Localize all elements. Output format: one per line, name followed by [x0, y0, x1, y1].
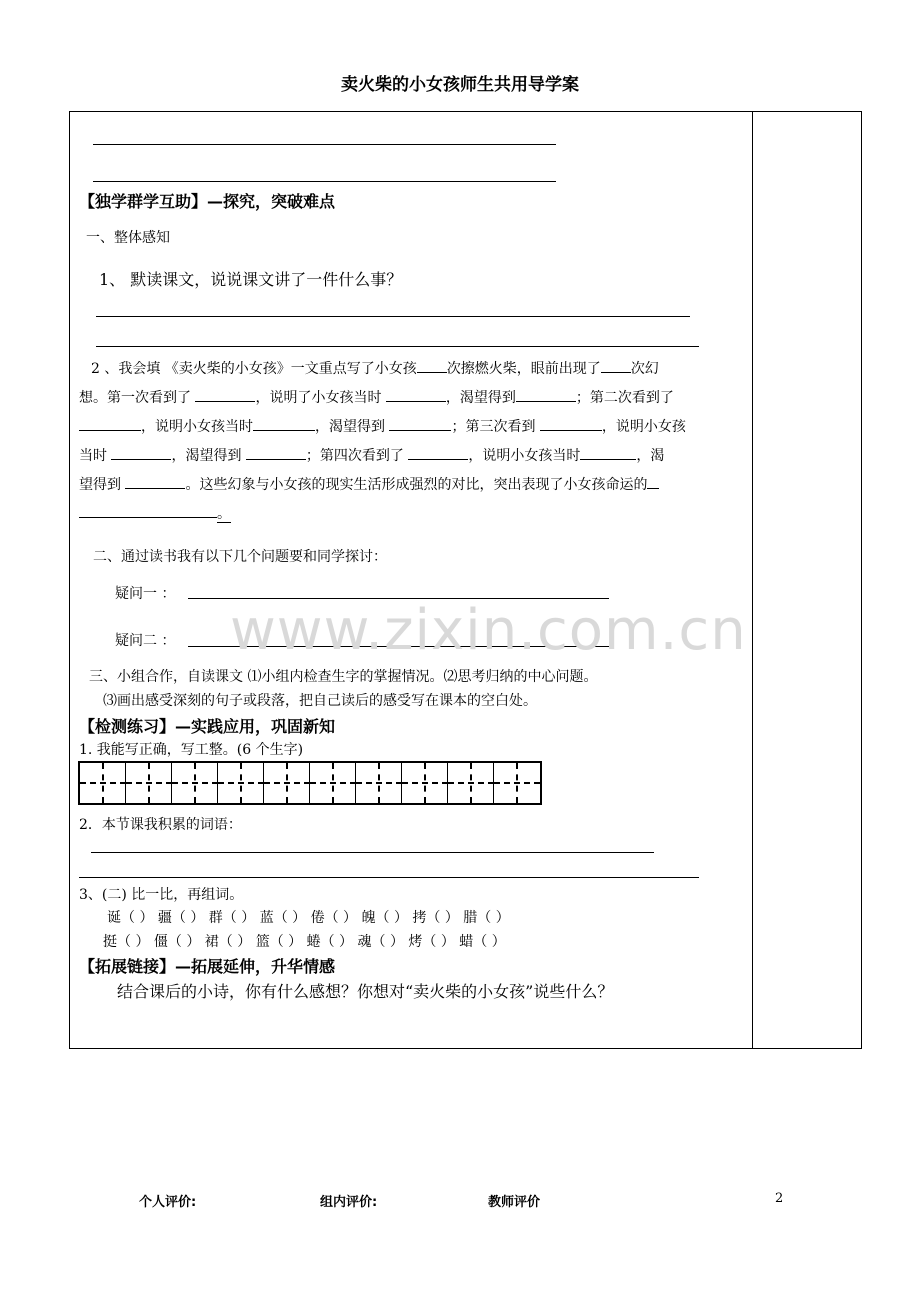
fill-blank[interactable]: [79, 416, 141, 431]
fill-blank[interactable]: [389, 416, 451, 431]
fill-text: 2 、我会填 《卖火柴的小女孩》一文重点写了小女孩: [91, 361, 417, 377]
fill-text: 想。第一次看到了: [79, 390, 196, 406]
doubt-2-label: 疑问二 ：: [115, 633, 176, 649]
compare-row-1: 诞（ ） 疆（ ） 群（ ） 蓝（ ） 倦（ ） 魄（ ） 拷（ ） 腊（ ）: [107, 910, 510, 926]
fill-text: 望得到: [79, 477, 126, 493]
practice-2: 2．本节课我积累的词语：: [79, 817, 242, 833]
fill-blank[interactable]: [647, 474, 659, 489]
practice-3: 3、(二) 比一比，再组词。: [79, 887, 244, 903]
section-heading-practice: 【检测练习】—实践应用，巩固新知: [79, 717, 336, 736]
part3-line-2: ⑶画出感受深刻的句子或段落，把自己读后的感受写在课本的空白处。: [103, 693, 537, 709]
part1-heading: 一、整体感知: [86, 230, 170, 246]
fill-text: ，说明小女孩: [601, 419, 686, 435]
fill-blank[interactable]: [253, 416, 315, 431]
fill-text: ，渴: [636, 448, 665, 464]
fill-blank[interactable]: [195, 387, 255, 402]
fill-text: ；第三次看到: [451, 419, 540, 435]
compare-row-2: 挺（ ） 僵（ ） 裙（ ） 篮（ ） 蜷（ ） 魂（ ） 烤（ ） 蜡（ ）: [103, 934, 506, 950]
part3-line-1: 三、小组合作，自读课文 ⑴小组内检查生字的掌握情况。⑵思考归纳的中心问题。: [89, 669, 598, 685]
writing-cell[interactable]: [448, 763, 494, 803]
footer-personal-evaluation: 个人评价:: [139, 1195, 197, 1210]
fill-text: ，渴望得到: [171, 448, 246, 464]
writing-cell[interactable]: [264, 763, 310, 803]
footer-teacher-evaluation: 教师评价: [488, 1195, 541, 1210]
fill-blank[interactable]: [111, 445, 171, 460]
section-heading-extend: 【拓展链接】—拓展延伸，升华情感: [79, 957, 336, 976]
footer-group-evaluation: 组内评价:: [320, 1195, 378, 1210]
answer-line[interactable]: [93, 144, 556, 145]
fill-text: 次幻: [630, 361, 659, 377]
writing-cell[interactable]: [218, 763, 264, 803]
fill-row: [79, 413, 752, 442]
part2-heading: 二、通过读书我有以下几个问题要和同学探讨：: [93, 549, 387, 565]
writing-cell[interactable]: [494, 763, 540, 803]
fill-blank[interactable]: [417, 358, 447, 373]
answer-line[interactable]: [96, 346, 699, 347]
fill-in-paragraph: [79, 355, 752, 529]
fill-text: 当时: [79, 448, 112, 464]
page-title: 卖火柴的小女孩师生共用导学案: [341, 75, 579, 95]
writing-cell[interactable]: [310, 763, 356, 803]
fill-row: [79, 384, 752, 413]
writing-cell[interactable]: [80, 763, 126, 803]
writing-cell[interactable]: [402, 763, 448, 803]
fill-blank[interactable]: [540, 416, 602, 431]
fill-text: ；第四次看到了: [305, 448, 409, 464]
fill-text: ，说明小女孩当时: [468, 448, 581, 464]
fill-text: ，渴望得到: [445, 390, 516, 406]
extend-prompt: 结合课后的小诗，你有什么感想？你想对“卖火柴的小女孩”说些什么？: [117, 982, 614, 1001]
answer-line[interactable]: [79, 877, 699, 878]
question-1: 1、 默读课文，说说课文讲了一件什么事？: [99, 270, 403, 289]
fill-blank[interactable]: [580, 445, 636, 460]
practice-1: 1. 我能写正确，写工整。(6 个生字): [79, 742, 304, 758]
doubt-1-label: 疑问一 ：: [115, 586, 176, 602]
fill-row: [79, 500, 752, 529]
writing-cell[interactable]: [356, 763, 402, 803]
fill-row: [79, 442, 752, 471]
notes-column-divider: [752, 111, 753, 1049]
fill-blank[interactable]: [79, 503, 217, 518]
fill-text: ，说明小女孩当时: [141, 419, 253, 435]
fill-blank[interactable]: [408, 445, 468, 460]
fill-blank[interactable]: [386, 387, 446, 402]
answer-line[interactable]: [93, 181, 556, 182]
character-writing-grid: [78, 761, 542, 805]
fill-text: 。: [217, 506, 231, 522]
fill-text: 。这些幻象与小女孩的现实生活形成强烈的对比，突出表现了小女孩命运的: [185, 477, 648, 493]
fill-row: [79, 355, 752, 384]
fill-blank[interactable]: [246, 445, 306, 460]
fill-blank[interactable]: [516, 387, 576, 402]
writing-cell[interactable]: [126, 763, 172, 803]
fill-blank[interactable]: [601, 358, 631, 373]
answer-line[interactable]: [91, 852, 654, 853]
fill-row: [79, 471, 752, 500]
section-heading-explore: 【独学群学互助】—探究，突破难点: [79, 192, 336, 211]
fill-text: ，渴望得到: [315, 419, 390, 435]
fill-text: 次擦燃火柴，眼前出现了: [446, 361, 601, 377]
fill-text: ，说明了小女孩当时: [255, 390, 386, 406]
writing-cell[interactable]: [172, 763, 218, 803]
fill-blank[interactable]: [125, 474, 185, 489]
answer-line[interactable]: [96, 316, 690, 317]
page-number: 2: [775, 1191, 784, 1206]
fill-text: ；第二次看到了: [575, 390, 674, 406]
watermark: www.zixin.com.cn: [230, 598, 747, 663]
